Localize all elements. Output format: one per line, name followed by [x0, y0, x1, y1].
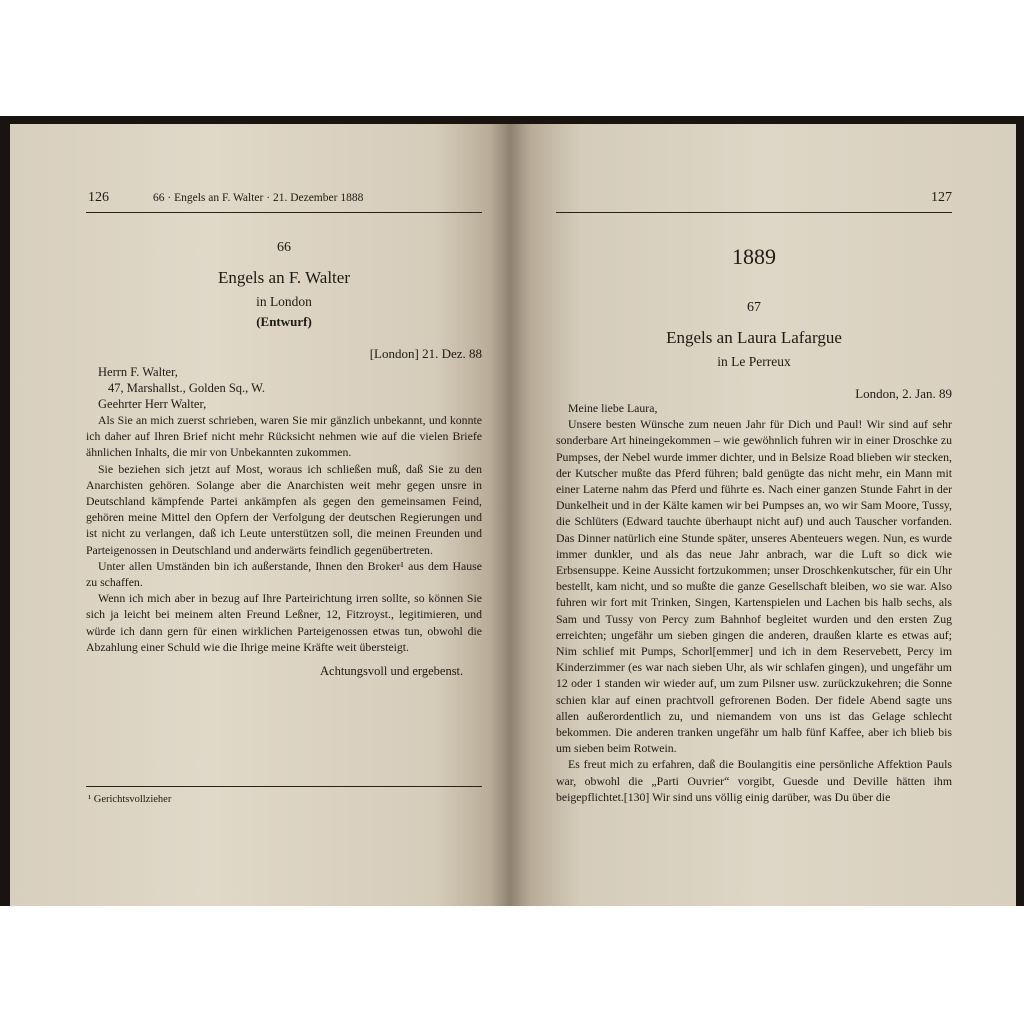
left-letter-note: (Entwurf)	[256, 314, 312, 329]
left-address	[98, 364, 265, 412]
left-letter-title: Engels an F. Walter	[218, 268, 350, 287]
left-letter-body	[86, 412, 482, 655]
left-letter-place: in London	[256, 294, 312, 309]
paragraph: Sie beziehen sich jetzt auf Most, woraus ich schließen muß, daß Sie zu den Anarchisten gehören. Solange aber die Anarchisten weit mehr gegen unsre in Deutschland kämpfende Partei ankämpfen als gegen den gemeinsamen Feind, gehören meine Mittel den Opfern der Verfolgung der deutschen Regierungen und ist nicht zu verlangen, daß ich Leute unterstützen soll, die meinen Freunden und Parteigenossen in Deutschland und anderwärts feindlich gegenübertreten.	[86, 461, 482, 557]
right-salutation: Meine liebe Laura,	[568, 401, 658, 415]
right-letter-place: in Le Perreux	[717, 354, 791, 369]
footnote-rule	[86, 786, 482, 787]
left-closing: Achtungsvoll und ergebenst.	[320, 664, 464, 678]
paragraph: Es freut mich zu erfahren, daß die Boulangitis eine persönliche Affektion Pauls war, obwohl die „Parti Ouvrier“ vorgibt, Guesde und Deville hätten ihm beigepflichtet.[130] Wir sind uns völlig einig darüber, was Du über die	[556, 757, 952, 804]
left-letter-number: 66	[277, 240, 291, 255]
left-header-rule	[86, 212, 482, 213]
right-page	[510, 124, 1016, 906]
address-line: Herrn F. Walter,	[98, 365, 178, 379]
paragraph: Wenn ich mich aber in bezug auf Ihre Parteirichtung irren sollte, so können Sie sich ja leicht bei meinem alten Freund Leßner, 12, Fitzroyst., legitimieren, und würde ich dann gern für einen wirklichen Parteigenossen etwas tun, obwohl die Abzahlung einer Schuld wie die Ihrige meine Kräfte weit übersteigt.	[86, 591, 482, 654]
left-page-number: 126	[88, 190, 109, 205]
right-letter-number: 67	[747, 300, 761, 315]
left-salutation: Geehrter Herr Walter,	[98, 397, 207, 411]
right-letter-title: Engels an Laura Lafargue	[666, 328, 842, 347]
paragraph: Unter allen Umständen bin ich außerstande, Ihnen den Broker¹ aus dem Hause zu schaffen.	[86, 558, 482, 590]
year-heading: 1889	[732, 244, 776, 269]
address-line: 47, Marshallst., Golden Sq., W.	[108, 381, 265, 395]
left-dateline: [London] 21. Dez. 88	[369, 346, 482, 361]
right-dateline: London, 2. Jan. 89	[855, 386, 952, 401]
open-book	[0, 116, 1024, 906]
right-page-number: 127	[931, 190, 952, 205]
right-header-rule	[556, 212, 952, 213]
paragraph: Als Sie an mich zuerst schrieben, waren Sie mir gänzlich unbekannt, und konnte ich daher auf Ihren Brief nicht mehr Rücksicht nehmen wie auf die vielen Briefe ähnlichen Inhalts, die mir von Unbekannten zukommen.	[86, 413, 482, 460]
right-running-head	[556, 190, 952, 206]
left-page	[10, 124, 510, 906]
right-letter-body	[556, 400, 952, 805]
left-running-head	[88, 190, 482, 206]
left-running-title: 66 · Engels an F. Walter · 21. Dezember 1888	[153, 192, 364, 204]
left-footnote: ¹ Gerichtsvollzieher	[88, 794, 172, 805]
paragraph: Unsere besten Wünsche zum neuen Jahr für Dich und Paul! Wir sind auf sehr sonderbare Art hineingekommen – wie gewöhnlich fuhren wir in einer Droschke zu Pumpses, der Nebel wurde immer dichter, und in Belsize Road blieben wir stecken, der Kutscher mußte das Pferd führen; bald genügte das nicht mehr, ein Mann mit einer Laterne nahm das Pferd und führte es. Nach einer ganzen Stunde Fahrt in der Dunkelheit und in der Kälte kamen wir bei Pumpses an, wo wir Sam Moore, Tussy, die Schlüters (Edward tauchte überhaupt nicht auf) und auch Tauscher vorfanden. Das Dinner natürlich eine Stunde später, unseres Abenteuers wegen. Nun, es wurde immer dunkler, und als das neue Jahr anbrach, war die Luft so dick wie Erbsensuppe. Keine Aussicht fortzukommen; unser Droschkenkutscher, für ein Uhr bestellt, kam nicht, und so mußte die ganze Gesellschaft bleiben, wo sie war. Also fuhren wir fort mit Trinken, Singen, Kartenspielen und Lachen bis halb sechs, als Sam und Tussy von Percy zum Bahnhof begleitet wurden und den ersten Zug erreichten; ungefähr um sieben gingen die anderen, draußen klarte es etwas auf; Nim schlief mit Pumps, Schorl[emmer] und ich in dem Reservebett, Percy im Kinderzimmer (es war nach sieben Uhr, als wir schlafen gingen), und ungefähr um 12 oder 1 standen wir wieder auf, um zum Pilsner usw. zurückzukehren; die Sonne schien klar auf einen prachtvoll gefrorenen Boden. Der fidele Abend sagte uns allen außerordentlich zu, und niemandem von uns ist das Gelage schlecht bekommen. Die anderen tranken ungefähr um halb fünf Kaffee, aber ich blieb bis um sieben beim Rotwein.	[556, 417, 952, 756]
